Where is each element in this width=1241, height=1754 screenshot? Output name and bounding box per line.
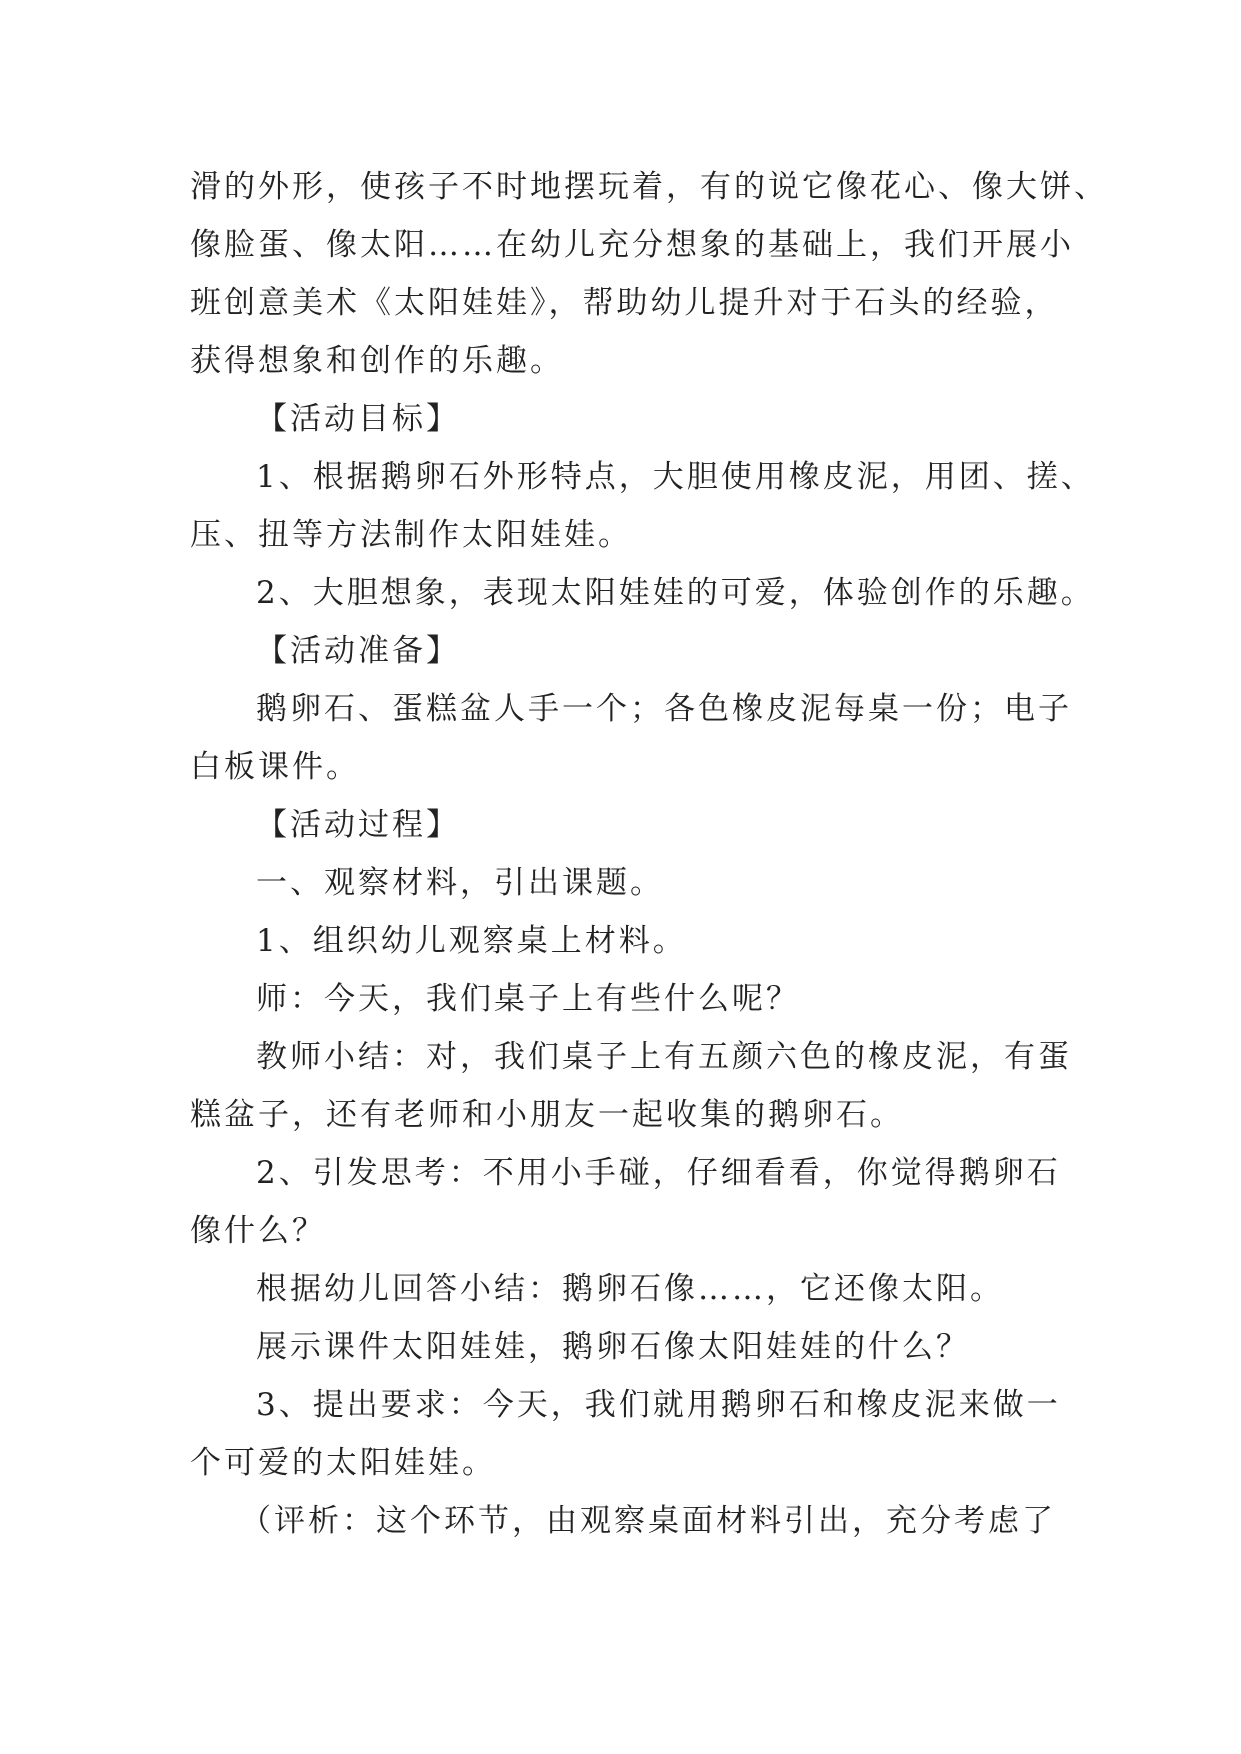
body-text-line: 像什么？ xyxy=(190,1213,326,1249)
body-text-line: 3、提出要求：今天，我们就用鹅卵石和橡皮泥来做一 xyxy=(256,1387,1061,1423)
body-text-line: 像脸蛋、像太阳……在幼儿充分想象的基础上，我们开展小 xyxy=(190,227,1074,263)
section-heading-goals: 【活动目标】 xyxy=(256,401,460,437)
document-page xyxy=(190,158,1108,1550)
body-text-line: （评析：这个环节，由观察桌面材料引出，充分考虑了 xyxy=(240,1503,1056,1539)
body-text-line: 滑的外形，使孩子不时地摆玩着，有的说它像花心、像大饼、 xyxy=(190,169,1108,205)
body-text-line: 根据幼儿回答小结：鹅卵石像……，它还像太阳。 xyxy=(256,1271,1004,1307)
body-text-line: 1、根据鹅卵石外形特点，大胆使用橡皮泥，用团、搓、 xyxy=(256,459,1095,495)
body-text-line: 获得想象和创作的乐趣。 xyxy=(190,343,564,379)
body-text-line: 白板课件。 xyxy=(190,749,360,785)
body-text-line: 个可爱的太阳娃娃。 xyxy=(190,1445,496,1481)
section-heading-process: 【活动过程】 xyxy=(256,807,460,843)
body-text-line: 压、扭等方法制作太阳娃娃。 xyxy=(190,517,632,553)
body-text-line: 展示课件太阳娃娃，鹅卵石像太阳娃娃的什么？ xyxy=(256,1329,970,1365)
section-heading-preparation: 【活动准备】 xyxy=(256,633,460,669)
body-text-line: 2、大胆想象，表现太阳娃娃的可爱，体验创作的乐趣。 xyxy=(256,575,1095,611)
body-text-line: 2、引发思考：不用小手碰，仔细看看，你觉得鹅卵石 xyxy=(256,1155,1061,1191)
body-text-line: 糕盆子，还有老师和小朋友一起收集的鹅卵石。 xyxy=(190,1097,904,1133)
body-text-line: 鹅卵石、蛋糕盆人手一个；各色橡皮泥每桌一份；电子 xyxy=(256,691,1072,727)
body-text-line: 教师小结：对，我们桌子上有五颜六色的橡皮泥，有蛋 xyxy=(256,1039,1072,1075)
body-text-line: 师：今天，我们桌子上有些什么呢？ xyxy=(256,981,800,1017)
body-text-line: 班创意美术《太阳娃娃》，帮助幼儿提升对于石头的经验， xyxy=(190,285,1059,321)
body-text-line: 一、观察材料，引出课题。 xyxy=(256,865,664,901)
body-text-line: 1、组织幼儿观察桌上材料。 xyxy=(256,923,687,959)
